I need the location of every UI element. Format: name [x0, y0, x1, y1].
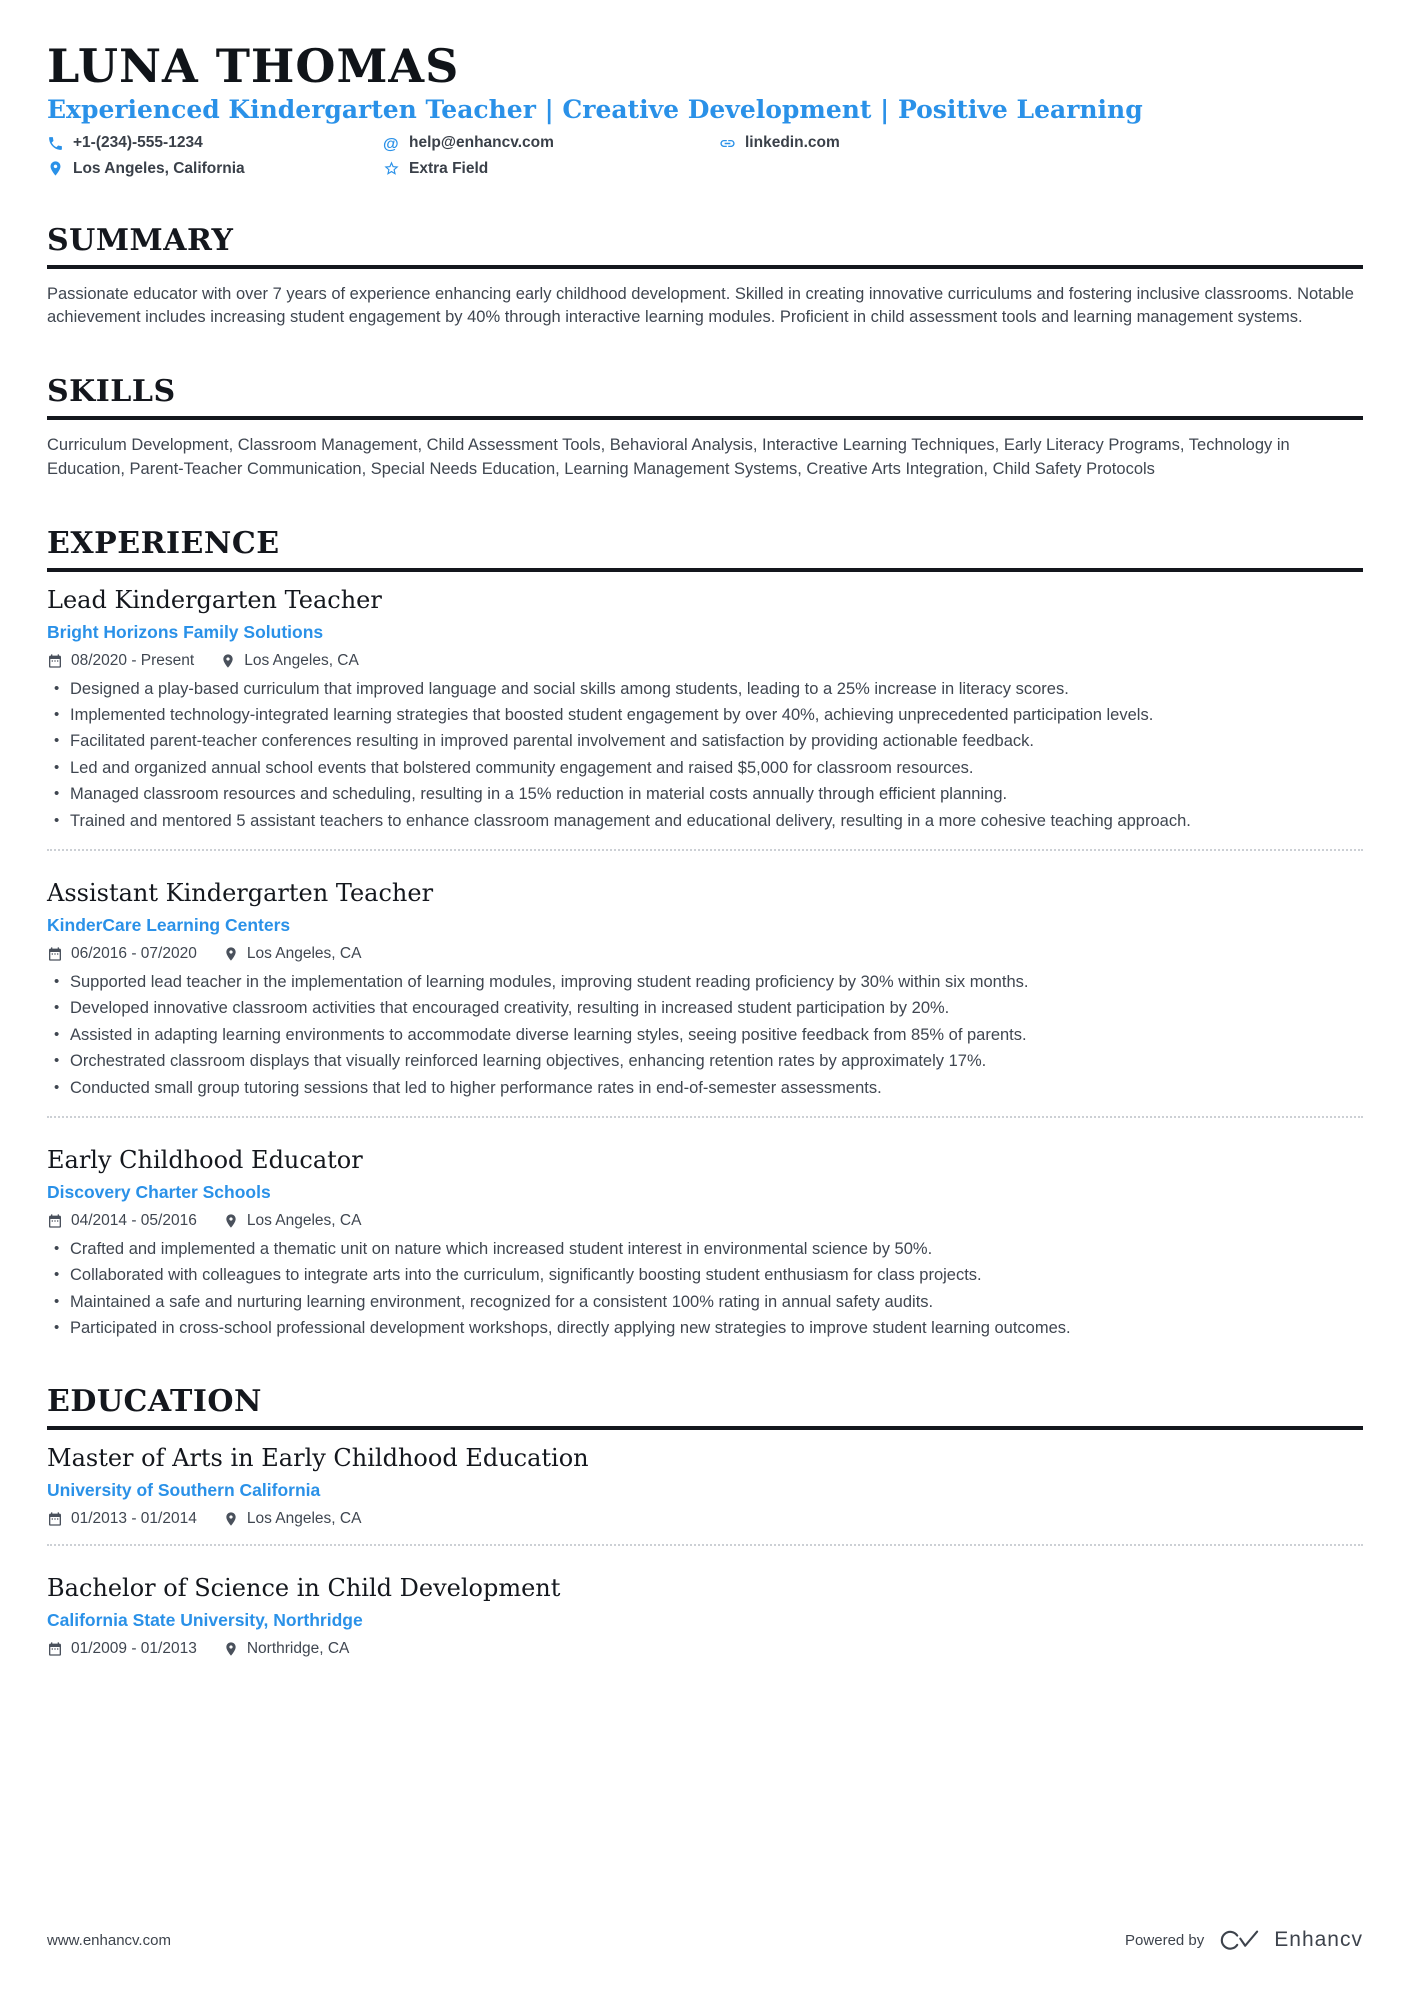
education-section — [47, 1384, 1363, 1658]
degree-entry — [47, 1444, 1363, 1528]
powered-by-label: Powered by — [1125, 1931, 1205, 1949]
job-dates — [47, 1212, 197, 1230]
bullet-item: • Conducted small group tutoring sessions that led to higher performance rates in end-of-semester assessments. — [47, 1077, 1363, 1100]
summary-text: Passionate educator with over 7 years of experience enhancing early childhood development. Skilled in creating innovative curriculums and fostering inclusive classrooms. Notable achievement includes increasing student engagement by 40% through interactive learning modules. Proficient in child assessment tools and learning management systems. — [47, 284, 1354, 327]
skills-section — [47, 374, 1363, 482]
resume-header — [47, 39, 1363, 179]
star-icon — [383, 160, 400, 177]
calendar-icon — [47, 1511, 63, 1527]
degree-list — [47, 1444, 1363, 1658]
bullet-item: • Collaborated with colleagues to integrate arts into the curriculum, significantly boosting student enthusiasm for class projects. — [47, 1264, 1363, 1287]
bullet-item: • Maintained a safe and nurturing learning environment, recognized for a consistent 100% rating in annual safety audits. — [47, 1291, 1363, 1314]
bullet-item: • Assisted in adapting learning environments to accommodate diverse learning styles, seeing positive feedback from 85% of parents. — [47, 1024, 1363, 1047]
experience-heading: EXPERIENCE — [47, 526, 1363, 572]
bullet-item: • Designed a play-based curriculum that improved language and social skills among students, leading to a 25% increase in literacy scores. — [47, 678, 1363, 701]
job-meta — [47, 1212, 1363, 1230]
contact-linkedin[interactable] — [719, 133, 1363, 153]
bullet-item: • Supported lead teacher in the implementation of learning modules, improving student reading proficiency by 30% within six months. — [47, 971, 1363, 994]
job-company: Discovery Charter Schools — [47, 1181, 271, 1202]
degree-meta — [47, 1640, 1363, 1658]
job-location-label: Los Angeles, CA — [246, 1211, 362, 1229]
job-company: Bright Horizons Family Solutions — [47, 621, 324, 642]
bullet-item: • Orchestrated classroom displays that visually reinforced learning objectives, enhancing retention rates by approximately 17%. — [47, 1050, 1363, 1073]
link-icon — [719, 135, 736, 152]
contact-extra-label: Extra Field — [409, 159, 489, 177]
degree-location — [223, 1510, 362, 1528]
job-location — [223, 1212, 362, 1230]
calendar-icon — [47, 1641, 63, 1657]
bullet-item: • Crafted and implemented a thematic unit on nature which increased student interest in environmental science by 50%. — [47, 1238, 1363, 1261]
education-heading: EDUCATION — [47, 1384, 1363, 1430]
page-footer — [47, 1927, 1363, 1953]
footer-site-link[interactable]: www.enhancv.com — [47, 1931, 171, 1949]
location-pin-icon — [223, 1213, 239, 1229]
enhancv-wordmark[interactable]: Enhancv — [1274, 1928, 1363, 1951]
at-icon: @ — [383, 135, 399, 153]
degree-location-label: Northridge, CA — [246, 1640, 350, 1658]
candidate-headline: Experienced Kindergarten Teacher | Creative Development | Positive Learning — [47, 94, 1143, 124]
degree-school: University of Southern California — [47, 1480, 321, 1501]
experience-section — [47, 526, 1363, 1341]
job-location-label: Los Angeles, CA — [246, 944, 362, 962]
job-meta — [47, 652, 1363, 670]
job-dates — [47, 652, 194, 670]
skills-heading: SKILLS — [47, 374, 1363, 420]
job-location — [223, 945, 362, 963]
bullet-item: • Implemented technology-integrated learning strategies that boosted student engagement by over 40%, achieving unprecedented participation levels. — [47, 704, 1363, 727]
bullet-item: • Led and organized annual school events that bolstered community engagement and raised $5,000 for classroom resources. — [47, 757, 1363, 780]
contact-extra-field — [383, 159, 719, 179]
job-entry — [47, 586, 1363, 833]
job-title: Assistant Kindergarten Teacher — [47, 879, 434, 908]
location-pin-icon — [223, 1511, 239, 1527]
calendar-icon — [47, 946, 63, 962]
contact-phone[interactable] — [47, 133, 383, 153]
summary-heading: SUMMARY — [47, 223, 1363, 269]
degree-dates-label: 01/2009 - 01/2013 — [71, 1640, 197, 1658]
job-dates — [47, 945, 197, 963]
candidate-name: LUNA THOMAS — [47, 39, 460, 93]
degree-dates-label: 01/2013 - 01/2014 — [71, 1510, 197, 1528]
phone-icon — [47, 135, 64, 152]
degree-dates — [47, 1640, 197, 1658]
bullet-item: • Participated in cross-school professional development workshops, directly applying new strategies to improve student learning outcomes. — [47, 1317, 1363, 1340]
location-pin-icon — [220, 653, 236, 669]
degree-school: California State University, Northridge — [47, 1610, 363, 1631]
location-pin-icon — [47, 160, 64, 177]
job-title: Lead Kindergarten Teacher — [47, 585, 382, 614]
contact-location-label: Los Angeles, California — [73, 159, 245, 177]
bullet-item: • Developed innovative classroom activities that encouraged creativity, resulting in increased student participation by 20%. — [47, 997, 1363, 1020]
degree-location-label: Los Angeles, CA — [246, 1510, 362, 1528]
bullet-item: • Trained and mentored 5 assistant teachers to enhance classroom management and educational delivery, resulting in a more cohesive teaching approach. — [47, 810, 1363, 833]
job-dates-label: 06/2016 - 07/2020 — [71, 944, 197, 962]
calendar-icon — [47, 653, 63, 669]
degree-meta — [47, 1510, 1363, 1528]
degree-title: Bachelor of Science in Child Development — [47, 1574, 561, 1603]
powered-by-block — [1125, 1927, 1363, 1953]
bullet-item: • Facilitated parent-teacher conferences resulting in improved parental involvement and satisfaction by providing actionable feedback. — [47, 730, 1363, 753]
summary-section — [47, 223, 1363, 331]
job-bullets — [47, 1238, 1363, 1341]
job-company: KinderCare Learning Centers — [47, 914, 291, 935]
degree-title: Master of Arts in Early Childhood Education — [47, 1444, 589, 1473]
bullet-item: • Managed classroom resources and scheduling, resulting in a 15% reduction in material costs annually through efficient planning. — [47, 783, 1363, 806]
contact-location — [47, 159, 383, 179]
skills-text: Curriculum Development, Classroom Management, Child Assessment Tools, Behavioral Analysis, Interactive Learning Techniques, Early Literacy Programs, Technology in Education, Parent-Teacher Communication, Special Needs Education, Learning Management Systems, Creative Arts Integration, Child Safety Protocols — [47, 436, 1290, 478]
calendar-icon — [47, 1213, 63, 1229]
job-bullets — [47, 971, 1363, 1100]
degree-entry — [47, 1544, 1363, 1658]
enhancv-logo-icon[interactable] — [1216, 1927, 1262, 1953]
job-meta — [47, 945, 1363, 963]
job-title: Early Childhood Educator — [47, 1145, 363, 1174]
job-location-label: Los Angeles, CA — [244, 651, 359, 669]
job-dates-label: 08/2020 - Present — [71, 651, 195, 669]
contact-email[interactable] — [383, 133, 719, 153]
degree-dates — [47, 1510, 197, 1528]
contact-email-label: help@enhancv.com — [409, 134, 554, 152]
job-entry — [47, 849, 1363, 1100]
contact-phone-label: +1-(234)-555-1234 — [73, 134, 203, 152]
contact-row — [47, 133, 1363, 178]
job-location — [220, 652, 359, 670]
degree-location — [223, 1640, 350, 1658]
job-entry — [47, 1116, 1363, 1340]
job-bullets — [47, 678, 1363, 834]
location-pin-icon — [223, 946, 239, 962]
job-dates-label: 04/2014 - 05/2016 — [71, 1211, 197, 1229]
contact-linkedin-label: linkedin.com — [745, 134, 840, 152]
location-pin-icon — [223, 1641, 239, 1657]
